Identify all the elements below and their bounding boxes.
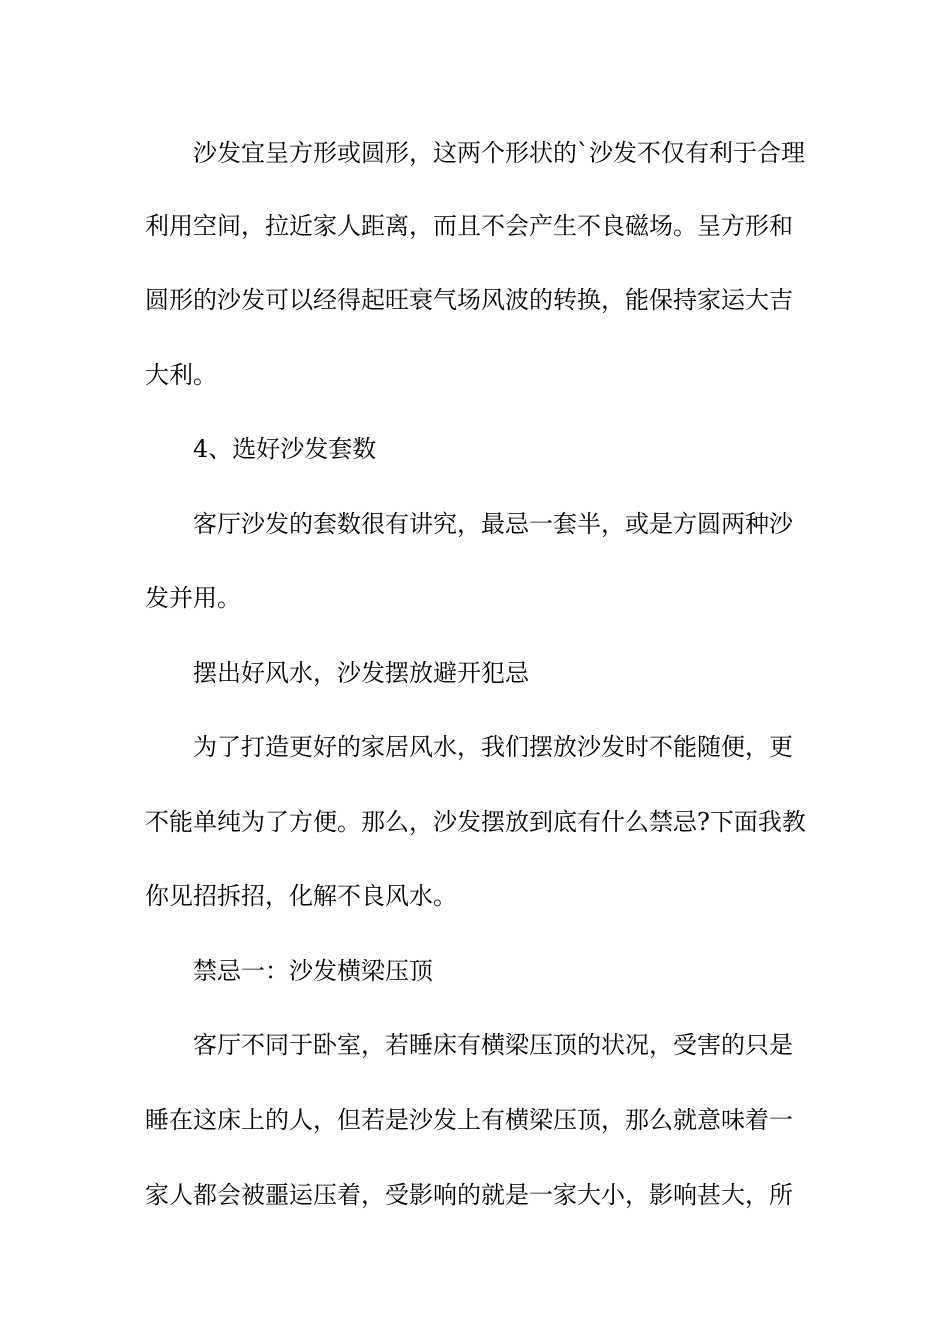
paragraph-3-line-3: 你见招拆招，化解不良风水。 [145,882,457,910]
paragraph-1-line-2: 利用空间，拉近家人距离，而且不会产生不良磁场。呈方形和 [145,212,793,240]
paragraph-1-line-4: 大利。 [145,361,217,389]
paragraph-3-line-2: 不能单纯为了方便。那么，沙发摆放到底有什么禁忌?下面我教 [145,808,806,836]
paragraph-4-line-1: 客厅不同于卧室，若睡床有横梁压顶的状况，受害的只是 [193,1031,793,1059]
paragraph-4-line-3: 家人都会被噩运压着，受影响的就是一家大小，影响甚大，所 [145,1181,793,1209]
paragraph-2-line-1: 客厅沙发的套数很有讲究，最忌一套半，或是方圆两种沙 [193,510,793,538]
paragraph-1-line-1: 沙发宜呈方形或圆形，这两个形状的`沙发不仅有利于合理 [193,139,805,167]
paragraph-4-line-2: 睡在这床上的人，但若是沙发上有横梁压顶，那么就意味着一 [145,1106,793,1134]
section-heading-placement: 摆出好风水，沙发摆放避开犯忌 [193,659,529,687]
section-heading-taboo-1: 禁忌一：沙发横梁压顶 [193,957,433,985]
section-heading-4: 4、选好沙发套数 [193,435,377,463]
paragraph-2-line-2: 发并用。 [145,584,241,612]
paragraph-1-line-3: 圆形的沙发可以经得起旺衰气场风波的转换，能保持家运大吉 [145,286,793,314]
paragraph-3-line-1: 为了打造更好的家居风水，我们摆放沙发时不能随便，更 [193,733,793,761]
